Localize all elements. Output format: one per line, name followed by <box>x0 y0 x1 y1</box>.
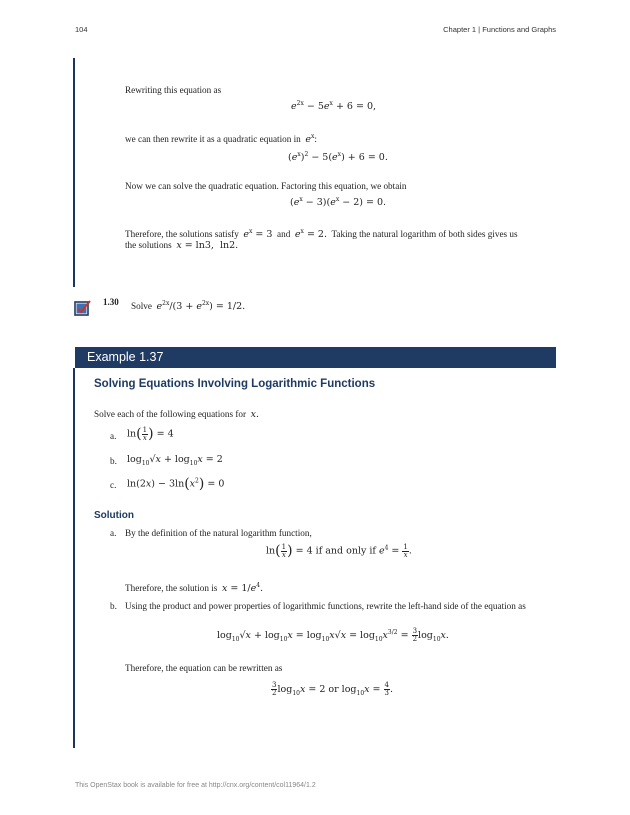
item-a-equation: ln( $\frac{1}{x}$ ) = 4 <box>127 425 174 442</box>
factoring-paragraph: Now we can solve the quadratic equation. Factoring this equation, we obtain <box>125 181 407 191</box>
equation-1: $e^{2x} - 5e^x + 6 = 0$, <box>291 100 377 113</box>
example-banner <box>75 347 556 368</box>
chapter-header: Chapter 1 | Functions and Graphs <box>443 25 556 34</box>
sol-a-therefore: Therefore, the solution is $x = 1/e^4$. <box>125 582 264 595</box>
sol-a-equation: ln( $\frac{1}{x}$ ) = 4 if and only if $e^4$ = $\frac{1}{x}$ . <box>266 542 412 559</box>
footer-note: This OpenStax book is available for free at http://cnx.org/content/col11964/1.2 <box>75 782 316 789</box>
equation-3: $(e^x - 3)(e^x - 2) = 0$. <box>290 196 387 209</box>
item-c-equation: $\ln(2x) - 3\ln(x^2) = 0$ <box>127 476 225 492</box>
equation-2: $(e^x)^2 - 5(e^x) + 6 = 0$. <box>288 151 388 164</box>
item-a-label: a. <box>110 431 117 441</box>
solutions-paragraph: Therefore, the solutions satisfy $e^x = 3$ and $e^x = 2$. Taking the natural logarithm of both sides gives us <box>125 228 518 241</box>
sol-b-equation: $\log_{10}√x + \log_{10}x = \log_{10}x√x = \log_{10}x^{3/2}$ = $\frac{3}{2}$ $\log_{10}x$. <box>217 627 449 643</box>
sol-b-therefore: Therefore, the equation can be rewritten as <box>125 663 283 673</box>
item-b-label: b. <box>110 456 117 466</box>
example-1-37-sidebar-rule <box>73 368 75 748</box>
example-intro: Solve each of the following equations for x. <box>94 409 260 420</box>
example-banner-title: Example 1.37 <box>87 350 164 364</box>
solution-heading: Solution <box>94 510 134 521</box>
item-b-equation: $\log_{10}√x + \log_{10}x = 2$ <box>127 454 223 467</box>
example-title: Solving Equations Involving Logarithmic Functions <box>94 378 376 390</box>
sol-b-text: Using the product and power properties of logarithmic functions, rewrite the left-hand side of the equation as <box>125 601 526 611</box>
solutions-line-2: the solutions x = ln3, ln2. <box>125 240 239 251</box>
checkpoint-icon <box>74 299 92 316</box>
example-sidebar-rule <box>73 58 75 287</box>
sol-a-text: By the definition of the natural logarithm function, <box>125 528 312 538</box>
rewrite-paragraph: Rewriting this equation as <box>125 85 222 95</box>
sol-b-equation-2: $\frac{3}{2}$ $\log_{10}x = 2$ or $\log_{10}x$ = $\frac{4}{3}$ . <box>272 681 394 697</box>
checkpoint-number: 1.30 <box>103 297 119 307</box>
sol-a-label: a. <box>110 528 117 538</box>
page-number: 104 <box>75 25 88 34</box>
sol-b-label: b. <box>110 601 117 611</box>
checkpoint-question: Solve $e^{2x}/(3 + e^{2x}) = 1/2$. <box>131 300 246 313</box>
item-c-label: c. <box>110 480 117 490</box>
quadratic-paragraph: we can then rewrite it as a quadratic equation in $e^x$: <box>125 133 317 146</box>
